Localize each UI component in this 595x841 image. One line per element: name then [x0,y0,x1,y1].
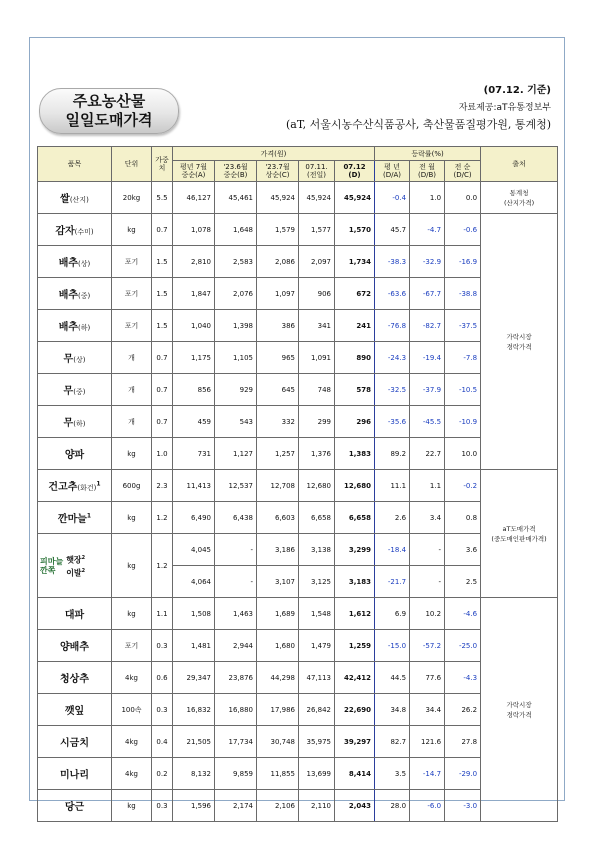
item-name [38,790,112,822]
item-label: 배추 [58,290,79,301]
col-header-price-group: 가격(원) [173,147,375,161]
price-today: 22,690 [335,694,375,726]
source-note-market: 가락시장 경락가격 [481,214,558,470]
price-june: - [215,534,257,566]
price-july: 6,603 [257,502,299,534]
weight-cell: 0.7 [152,406,173,438]
change-vs-month: - [410,534,445,566]
item-footnote-mark: 1 [86,512,92,520]
price-today: 1,734 [335,246,375,278]
price-july: 1,680 [257,630,299,662]
price-prev-day: 3,125 [299,566,335,598]
price-prev-day: 906 [299,278,335,310]
change-vs-period: -16.9 [445,246,481,278]
price-july: 2,106 [257,790,299,822]
unit-cell: kg [112,598,152,630]
price-today: 296 [335,406,375,438]
change-vs-month: -67.7 [410,278,445,310]
item-label: 깻잎 [64,706,85,717]
table-row [38,246,558,278]
change-vs-period: -7.8 [445,342,481,374]
price-normal-year: 1,847 [173,278,215,310]
change-vs-normal: 28.0 [375,790,410,822]
unit-cell: 포기 [112,310,152,342]
item-label: 당근 [64,802,85,813]
col-header-item: 품목 [38,147,112,182]
table-row [38,662,558,694]
change-vs-normal: 89.2 [375,438,410,470]
weight-cell: 0.3 [152,630,173,662]
price-today: 578 [335,374,375,406]
price-today: 12,680 [335,470,375,502]
change-vs-normal: -32.5 [375,374,410,406]
price-july: 332 [257,406,299,438]
unit-cell: 포기 [112,630,152,662]
unit-cell: 4kg [112,758,152,790]
weight-cell: 2.3 [152,470,173,502]
price-normal-year: 16,832 [173,694,215,726]
price-june: 9,859 [215,758,257,790]
col-header-vs-month: 전 월 (D/B) [410,161,445,182]
item-grade: (중) [73,388,86,396]
price-today: 1,259 [335,630,375,662]
price-july: 1,579 [257,214,299,246]
change-vs-normal: -21.7 [375,566,410,598]
price-june: 23,876 [215,662,257,694]
change-vs-normal: 82.7 [375,726,410,758]
source-note-at: aT도매가격 (중도매인판매가격) [481,470,558,598]
price-normal-year: 1,040 [173,310,215,342]
unit-cell: 600g [112,470,152,502]
unit-cell: 4kg [112,662,152,694]
table-row [38,502,558,534]
price-table [37,146,558,822]
price-july: 2,086 [257,246,299,278]
weight-cell: 1.1 [152,598,173,630]
item-name [38,662,112,694]
change-vs-month: -32.9 [410,246,445,278]
price-today: 890 [335,342,375,374]
item-label: 배추 [58,322,79,333]
price-today: 45,924 [335,182,375,214]
change-vs-period: 3.6 [445,534,481,566]
item-name [38,470,112,502]
col-header-today: 07.12 (D) [335,161,375,182]
unit-cell: kg [112,438,152,470]
table-row [38,790,558,822]
price-july: 45,924 [257,182,299,214]
table-row [38,726,558,758]
price-prev-day: 1,376 [299,438,335,470]
price-today: 8,414 [335,758,375,790]
item-footnote-mark: 1 [96,480,101,488]
item-grade: (하) [78,324,91,332]
item-grade: (상) [78,260,91,268]
price-prev-day: 13,699 [299,758,335,790]
change-vs-month: - [410,566,445,598]
price-normal-year: 1,508 [173,598,215,630]
unit-cell: 4kg [112,726,152,758]
change-vs-month: -6.0 [410,790,445,822]
col-header-normal-year: 평년 7월 중순(A) [173,161,215,182]
item-grade: (산지) [69,196,89,204]
table-row [38,598,558,630]
unit-cell: kg [112,214,152,246]
item-name [38,438,112,470]
price-june: 12,537 [215,470,257,502]
weight-cell: 1.0 [152,438,173,470]
change-vs-period: 2.5 [445,566,481,598]
item-label: 무 [63,386,74,397]
change-vs-period: -0.2 [445,470,481,502]
price-prev-day: 748 [299,374,335,406]
table-row [38,374,558,406]
item-name [38,758,112,790]
change-vs-normal: -76.8 [375,310,410,342]
unit-cell: 포기 [112,278,152,310]
price-normal-year: 46,127 [173,182,215,214]
unit-cell: kg [112,502,152,534]
item-grade: (중) [78,292,91,300]
item-label: 쌀 [60,194,70,205]
price-today: 3,299 [335,534,375,566]
item-label: 청상추 [60,674,89,685]
price-prev-day: 2,110 [299,790,335,822]
table-row [38,534,558,566]
source-note-market-2: 가락시장 경락가격 [481,598,558,822]
price-june: 2,174 [215,790,257,822]
change-vs-period: 27.8 [445,726,481,758]
item-name [38,502,112,534]
change-vs-month: 77.6 [410,662,445,694]
table-row [38,470,558,502]
table-row [38,342,558,374]
price-normal-year: 29,347 [173,662,215,694]
price-july: 12,708 [257,470,299,502]
col-header-june: '23.6월 중순(B) [215,161,257,182]
change-vs-period: 0.8 [445,502,481,534]
col-header-vs-normal: 평 년 (D/A) [375,161,410,182]
price-june: 6,438 [215,502,257,534]
change-vs-month: -37.9 [410,374,445,406]
change-vs-period: -10.5 [445,374,481,406]
weight-cell: 0.2 [152,758,173,790]
price-prev-day: 1,091 [299,342,335,374]
change-vs-normal: 34.8 [375,694,410,726]
price-june: 543 [215,406,257,438]
garlic-group-name [38,534,112,598]
item-label: 양배추 [60,642,89,653]
price-june: 1,105 [215,342,257,374]
unit-cell: 포기 [112,246,152,278]
change-vs-period: 0.0 [445,182,481,214]
weight-cell: 0.6 [152,662,173,694]
change-vs-normal: 44.5 [375,662,410,694]
price-prev-day: 47,113 [299,662,335,694]
change-vs-period: -38.8 [445,278,481,310]
price-prev-day: 1,548 [299,598,335,630]
weight-cell: 0.4 [152,726,173,758]
change-vs-period: -0.6 [445,214,481,246]
price-june: 2,583 [215,246,257,278]
title-badge [39,88,179,134]
change-vs-period: -4.6 [445,598,481,630]
weight-cell: 0.7 [152,214,173,246]
change-vs-month: -82.7 [410,310,445,342]
unit-cell: kg [112,790,152,822]
change-vs-month: -45.5 [410,406,445,438]
item-name [38,374,112,406]
change-vs-month: 34.4 [410,694,445,726]
unit-cell: 개 [112,406,152,438]
price-june: 45,461 [215,182,257,214]
change-vs-month: 22.7 [410,438,445,470]
price-july: 44,298 [257,662,299,694]
price-prev-day: 12,680 [299,470,335,502]
change-vs-period: -37.5 [445,310,481,342]
item-label: 미나리 [60,770,89,781]
price-july: 30,748 [257,726,299,758]
price-today: 1,570 [335,214,375,246]
garlic-label-a: 피마늘 [40,556,64,566]
price-today: 672 [335,278,375,310]
item-name [38,598,112,630]
change-vs-normal: -35.6 [375,406,410,438]
col-header-change-group: 등락률(%) [375,147,481,161]
price-today: 1,612 [335,598,375,630]
price-table-body [38,182,558,822]
price-today: 3,183 [335,566,375,598]
price-july: 965 [257,342,299,374]
change-vs-normal: -18.4 [375,534,410,566]
item-name [38,310,112,342]
garlic-variety: 이발$^2$ [66,567,86,578]
price-normal-year: 6,490 [173,502,215,534]
weight-cell: 1.5 [152,246,173,278]
price-july: 3,186 [257,534,299,566]
change-vs-month: -4.7 [410,214,445,246]
table-row [38,214,558,246]
price-normal-year: 1,596 [173,790,215,822]
price-july: 386 [257,310,299,342]
item-label: 무 [63,354,74,365]
table-row [38,278,558,310]
change-vs-month: -14.7 [410,758,445,790]
item-name [38,342,112,374]
title-line-1: 주요농산물 [72,92,146,110]
price-june: 1,648 [215,214,257,246]
change-vs-month: 121.6 [410,726,445,758]
price-normal-year: 4,045 [173,534,215,566]
price-normal-year: 2,810 [173,246,215,278]
price-june: 17,734 [215,726,257,758]
price-today: 39,297 [335,726,375,758]
price-june: 2,944 [215,630,257,662]
price-june: 1,463 [215,598,257,630]
price-july: 1,097 [257,278,299,310]
change-vs-normal: 45.7 [375,214,410,246]
table-row [38,182,558,214]
price-june: 16,880 [215,694,257,726]
garlic-variety: 햇장$^2$ [66,554,86,565]
table-row [38,758,558,790]
col-header-source: 출처 [481,147,558,182]
item-name [38,182,112,214]
price-today: 241 [335,310,375,342]
price-july: 3,107 [257,566,299,598]
price-prev-day: 3,138 [299,534,335,566]
price-june: 1,398 [215,310,257,342]
change-vs-normal: 6.9 [375,598,410,630]
price-july: 1,257 [257,438,299,470]
change-vs-period: -4.3 [445,662,481,694]
price-june: - [215,566,257,598]
unit-cell: 개 [112,342,152,374]
change-vs-month: 3.4 [410,502,445,534]
price-normal-year: 856 [173,374,215,406]
price-july: 17,986 [257,694,299,726]
price-prev-day: 341 [299,310,335,342]
item-name [38,726,112,758]
item-grade: (상) [73,356,86,364]
price-june: 2,076 [215,278,257,310]
unit-cell: 개 [112,374,152,406]
weight-cell: 1.5 [152,310,173,342]
weight-cell: 1.5 [152,278,173,310]
price-today: 1,383 [335,438,375,470]
item-label: 양파 [64,450,85,461]
item-name [38,694,112,726]
weight-cell: 0.7 [152,374,173,406]
item-label: 시금치 [60,738,89,749]
col-header-prev-day: 07.11. (전일) [299,161,335,182]
price-today: 42,412 [335,662,375,694]
unit-cell: 100속 [112,694,152,726]
data-source: 자료제공:aT유통정보부 [458,103,551,113]
price-normal-year: 21,505 [173,726,215,758]
price-normal-year: 731 [173,438,215,470]
price-normal-year: 459 [173,406,215,438]
change-vs-period: 10.0 [445,438,481,470]
price-prev-day: 45,924 [299,182,335,214]
change-vs-normal: 11.1 [375,470,410,502]
source-organizations: (aT, 서울시농수산식품공사, 축산물품질평가원, 통계청) [286,118,551,131]
change-vs-period: -29.0 [445,758,481,790]
price-june: 929 [215,374,257,406]
weight-cell: 1.2 [152,502,173,534]
price-prev-day: 1,577 [299,214,335,246]
price-normal-year: 1,078 [173,214,215,246]
change-vs-period: 26.2 [445,694,481,726]
change-vs-period: -3.0 [445,790,481,822]
table-row [38,694,558,726]
col-header-vs-period: 전 순 (D/C) [445,161,481,182]
change-vs-normal: -38.3 [375,246,410,278]
change-vs-normal: -0.4 [375,182,410,214]
unit-cell: 20kg [112,182,152,214]
price-prev-day: 2,097 [299,246,335,278]
weight-cell: 1.2 [152,534,173,598]
table-row [38,438,558,470]
price-july: 11,855 [257,758,299,790]
price-normal-year: 11,413 [173,470,215,502]
item-label: 무 [63,418,74,429]
change-vs-period: -10.9 [445,406,481,438]
change-vs-month: 1.0 [410,182,445,214]
weight-cell: 0.3 [152,790,173,822]
item-grade: (화건) [77,484,97,492]
change-vs-period: -25.0 [445,630,481,662]
change-vs-month: 1.1 [410,470,445,502]
table-row [38,630,558,662]
source-note-rice: 통계청 (산지가격) [481,182,558,214]
col-header-july: '23.7월 상순(C) [257,161,299,182]
reference-date: (07.12. 기준) [483,85,551,96]
table-row [38,310,558,342]
item-name [38,406,112,438]
item-label: 건고추 [48,482,78,493]
price-june: 1,127 [215,438,257,470]
item-name [38,278,112,310]
price-normal-year: 8,132 [173,758,215,790]
item-grade: (수미) [74,228,94,236]
change-vs-month: -57.2 [410,630,445,662]
change-vs-month: 10.2 [410,598,445,630]
price-prev-day: 26,842 [299,694,335,726]
change-vs-normal: -63.6 [375,278,410,310]
item-label: 감자 [55,226,75,237]
change-vs-normal: 2.6 [375,502,410,534]
item-name [38,246,112,278]
garlic-label-b: 깐쪽 [40,565,56,575]
unit-cell: kg [112,534,152,598]
price-today: 6,658 [335,502,375,534]
title-line-2: 일일도매가격 [65,111,153,129]
change-vs-normal: -24.3 [375,342,410,374]
table-row [38,406,558,438]
item-grade: (하) [73,420,86,428]
weight-cell: 0.3 [152,694,173,726]
change-vs-month: -19.4 [410,342,445,374]
change-vs-normal: -15.0 [375,630,410,662]
price-prev-day: 6,658 [299,502,335,534]
weight-cell: 0.7 [152,342,173,374]
item-label: 대파 [64,610,85,621]
item-label: 깐마늘 [57,514,87,525]
item-name [38,214,112,246]
price-normal-year: 4,064 [173,566,215,598]
item-label: 배추 [58,258,79,269]
price-prev-day: 35,975 [299,726,335,758]
weight-cell: 5.5 [152,182,173,214]
price-today: 2,043 [335,790,375,822]
col-header-weight: 가중치 [152,147,173,182]
item-name [38,630,112,662]
price-prev-day: 299 [299,406,335,438]
col-header-unit: 단위 [112,147,152,182]
price-july: 1,689 [257,598,299,630]
price-normal-year: 1,175 [173,342,215,374]
price-normal-year: 1,481 [173,630,215,662]
price-july: 645 [257,374,299,406]
price-prev-day: 1,479 [299,630,335,662]
change-vs-normal: 3.5 [375,758,410,790]
